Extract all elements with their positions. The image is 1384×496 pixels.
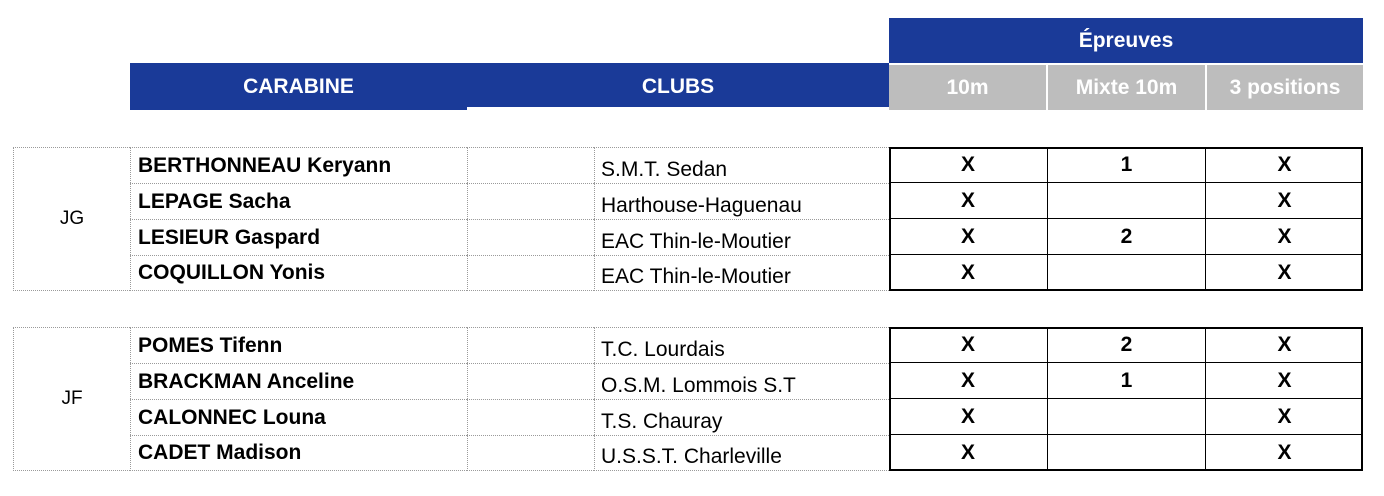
athlete-name-text: BERTHONNEAU Keryann <box>138 153 392 177</box>
mark-3positions <box>1205 363 1363 399</box>
mark-mixte <box>1047 435 1205 471</box>
mark-mixte-text: 2 <box>1120 224 1133 248</box>
athlete-name <box>130 363 467 399</box>
mark-10m <box>889 255 1047 291</box>
mark-mixte-text: 2 <box>1120 332 1133 356</box>
club-name <box>594 435 889 471</box>
athlete-name <box>130 147 467 183</box>
athlete-name <box>130 435 467 471</box>
clubs-label: CLUBS <box>641 74 715 98</box>
mark-mixte <box>1047 147 1205 183</box>
club-name <box>594 219 889 255</box>
mark-3positions <box>1205 255 1363 291</box>
epreuves-header <box>889 18 1363 63</box>
mark-3positions <box>1205 327 1363 363</box>
athlete-name-text: CALONNEC Louna <box>138 405 326 429</box>
club-name-text: EAC Thin-le-Moutier <box>601 230 791 253</box>
category-cell <box>13 327 130 471</box>
mark-mixte <box>1047 183 1205 219</box>
category-label: JF <box>61 388 83 409</box>
mark-3positions <box>1205 147 1363 183</box>
mark-mixte <box>1047 399 1205 435</box>
mark-10m <box>889 147 1047 183</box>
club-name-text: U.S.S.T. Charleville <box>601 445 782 468</box>
club-name-text: S.M.T. Sedan <box>601 158 728 181</box>
mark-mixte <box>1047 327 1205 363</box>
mark-mixte-text: 1 <box>1120 368 1133 392</box>
athlete-name-text: LEPAGE Sacha <box>138 189 291 213</box>
mark-10m-text: X <box>960 368 975 392</box>
spacer-cell <box>467 147 594 183</box>
athlete-name <box>130 255 467 291</box>
athlete-name <box>130 219 467 255</box>
spacer-cell <box>467 183 594 219</box>
club-name-text: EAC Thin-le-Moutier <box>601 265 791 288</box>
spacer-cell <box>467 219 594 255</box>
event-header-10m <box>889 65 1046 110</box>
mark-3positions-text: X <box>1277 188 1292 212</box>
mark-3positions <box>1205 183 1363 219</box>
spacer-cell <box>467 363 594 399</box>
athlete-name-text: COQUILLON Yonis <box>138 261 326 284</box>
club-name-text: T.C. Lourdais <box>601 338 725 361</box>
club-name <box>594 255 889 291</box>
mark-10m-text: X <box>960 224 975 248</box>
club-name-text: T.S. Chauray <box>601 410 723 433</box>
mark-3positions-text: X <box>1277 152 1292 176</box>
mark-10m <box>889 183 1047 219</box>
spacer-cell <box>467 255 594 291</box>
event-label: 3 positions <box>1229 75 1341 99</box>
event-label: 10m <box>946 75 989 99</box>
epreuves-label: Épreuves <box>1078 28 1174 52</box>
event-label: Mixte 10m <box>1075 75 1178 99</box>
athlete-name-text: POMES Tifenn <box>138 333 283 357</box>
mark-10m-text: X <box>960 332 975 356</box>
mark-3positions <box>1205 399 1363 435</box>
category-cell <box>13 147 130 291</box>
mark-3positions <box>1205 219 1363 255</box>
athlete-name-text: LESIEUR Gaspard <box>138 225 321 249</box>
mark-10m-text: X <box>960 188 975 212</box>
spacer-cell <box>467 327 594 363</box>
club-name-text: Harthouse-Haguenau <box>601 194 802 217</box>
category-label: JG <box>59 208 85 229</box>
mark-10m-text: X <box>960 404 975 428</box>
club-name <box>594 183 889 219</box>
mark-10m-text: X <box>960 152 975 176</box>
athlete-name <box>130 399 467 435</box>
mark-3positions-text: X <box>1277 332 1292 356</box>
carabine-header <box>130 63 467 110</box>
spacer-cell <box>467 399 594 435</box>
event-header-3positions <box>1207 65 1363 110</box>
club-name <box>594 327 889 363</box>
mark-3positions-text: X <box>1277 261 1292 284</box>
athlete-name-text: CADET Madison <box>138 441 302 464</box>
mark-mixte <box>1047 219 1205 255</box>
mark-10m <box>889 219 1047 255</box>
mark-10m-text: X <box>960 441 975 464</box>
athlete-name <box>130 327 467 363</box>
mark-3positions <box>1205 435 1363 471</box>
club-name <box>594 147 889 183</box>
club-name <box>594 363 889 399</box>
mark-mixte-text: 1 <box>1120 152 1133 176</box>
mark-3positions-text: X <box>1277 224 1292 248</box>
club-name <box>594 399 889 435</box>
mark-10m-text: X <box>960 261 975 284</box>
mark-10m <box>889 399 1047 435</box>
mark-mixte <box>1047 255 1205 291</box>
athlete-name <box>130 183 467 219</box>
mark-3positions-text: X <box>1277 441 1292 464</box>
header-gap <box>467 107 889 110</box>
mark-mixte <box>1047 363 1205 399</box>
carabine-label: CARABINE <box>243 74 354 98</box>
mark-10m <box>889 363 1047 399</box>
mark-10m <box>889 327 1047 363</box>
event-header-mixte <box>1048 65 1205 110</box>
mark-3positions-text: X <box>1277 404 1292 428</box>
mark-10m <box>889 435 1047 471</box>
spacer-cell <box>467 435 594 471</box>
club-name-text: O.S.M. Lommois S.T <box>601 374 796 397</box>
mark-3positions-text: X <box>1277 368 1292 392</box>
clubs-header <box>467 63 889 110</box>
athlete-name-text: BRACKMAN Anceline <box>138 369 355 393</box>
